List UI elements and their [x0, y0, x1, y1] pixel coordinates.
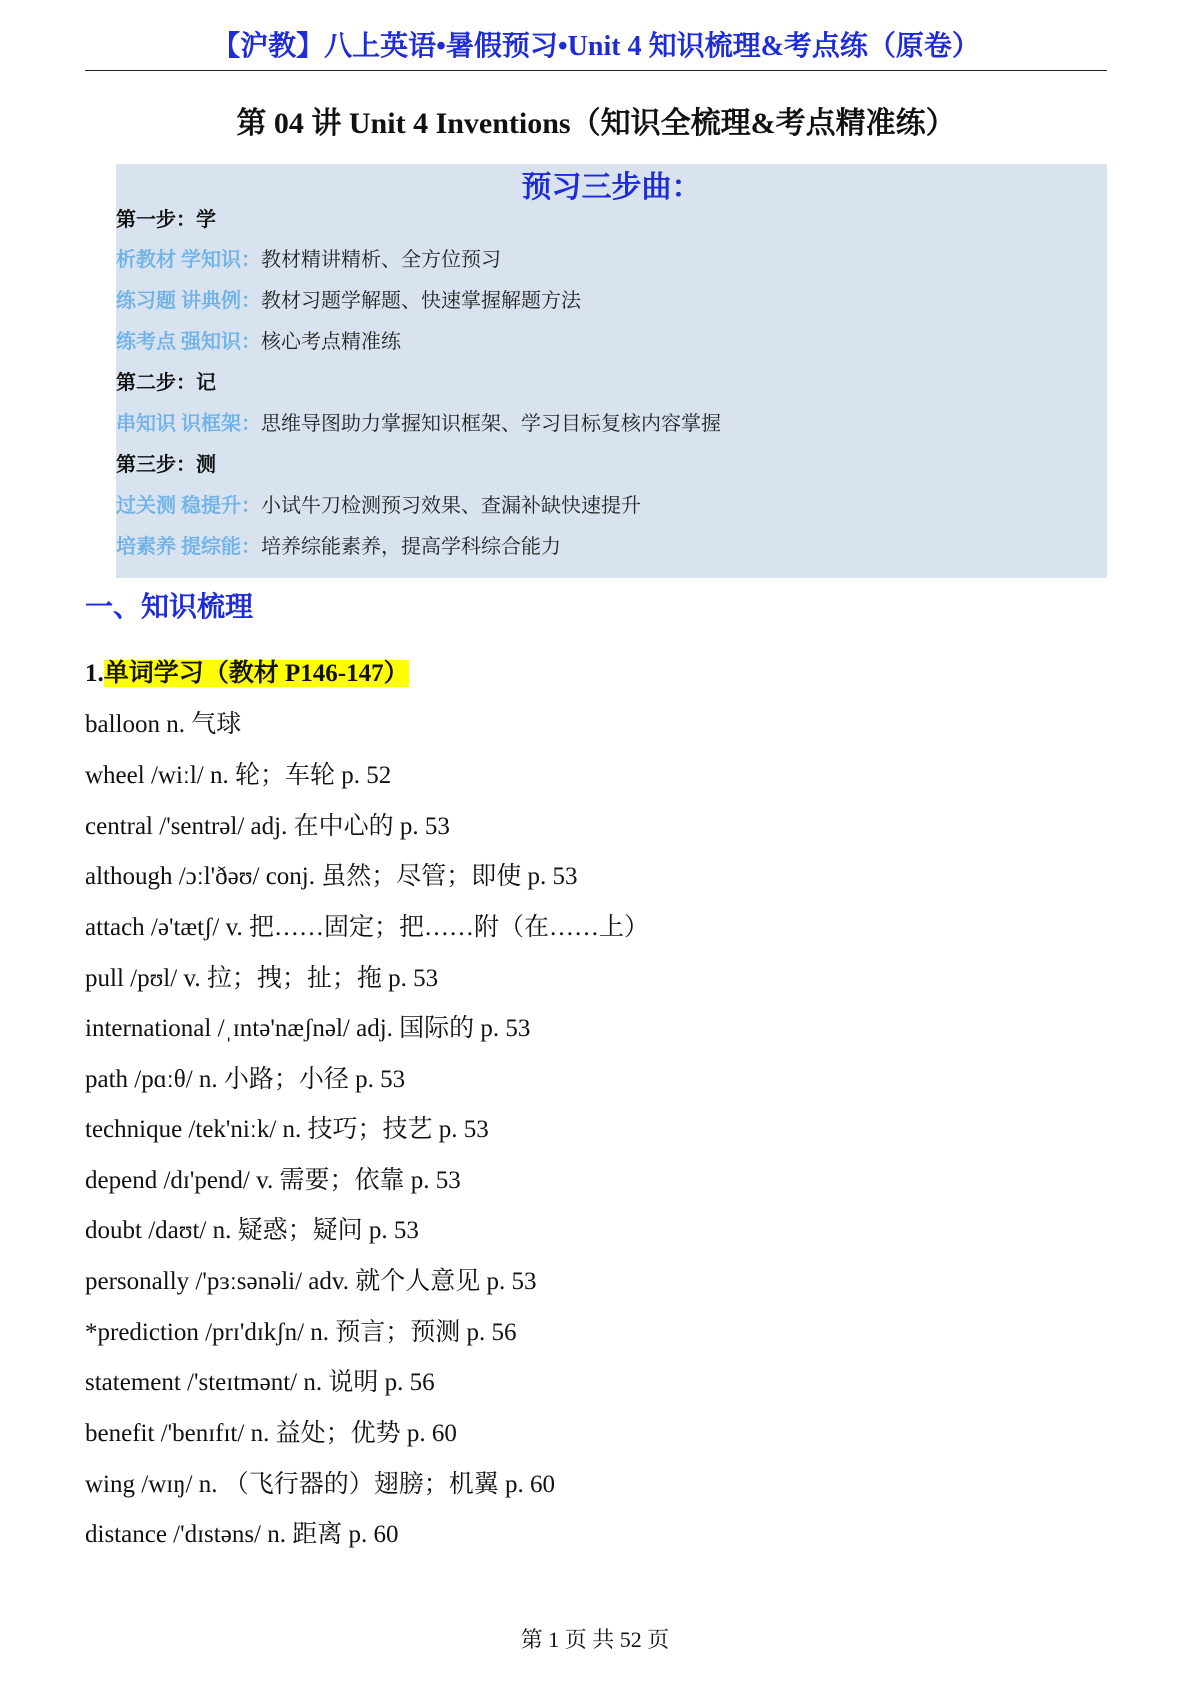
- step-heading-text: 第三步：测: [116, 454, 216, 476]
- step-key: 练考点 强知识：: [116, 331, 261, 353]
- vocab-item: international /ˌɪntə'næʃnəl/ adj. 国际的 p. 53: [85, 1015, 531, 1042]
- vocab-item: technique /tek'niːk/ n. 技巧；技艺 p. 53: [85, 1116, 489, 1143]
- step-item: [116, 328, 401, 356]
- vocab-item: attach /ə'tætʃ/ v. 把……固定；把……附（在……上）: [85, 914, 649, 941]
- step-3-heading: [116, 451, 216, 479]
- preview-steps-box: [116, 164, 1107, 578]
- vocab-item: path /pɑːθ/ n. 小路；小径 p. 53: [85, 1066, 406, 1093]
- vocab-item: benefit /'benɪfɪt/ n. 益处；优势 p. 60: [85, 1420, 457, 1447]
- step-item: [116, 246, 501, 274]
- step-desc: 思维导图助力掌握知识框架、学习目标复核内容掌握: [261, 413, 721, 435]
- step-item: [116, 533, 561, 561]
- step-item: [116, 410, 721, 438]
- step-key: 串知识 识框架：: [116, 413, 261, 435]
- step-key: 过关测 稳提升：: [116, 495, 261, 517]
- step-item: [116, 492, 641, 520]
- step-desc: 教材精讲精析、全方位预习: [261, 249, 501, 271]
- step-key: 练习题 讲典例：: [116, 290, 261, 312]
- page-header: 【沪教】八上英语•暑假预习•Unit 4 知识梳理&考点练（原卷）: [85, 24, 1107, 71]
- lecture-title: 第 04 讲 Unit 4 Inventions（知识全梳理&考点精准练）: [236, 107, 956, 140]
- step-2-heading: [116, 369, 216, 397]
- step-item: [116, 287, 581, 315]
- vocab-item: wing /wɪŋ/ n. （飞行器的）翅膀；机翼 p. 60: [85, 1471, 556, 1498]
- vocab-item: pull /pʊl/ v. 拉；拽；扯；拖 p. 53: [85, 965, 439, 992]
- vocab-item: *prediction /prɪ'dɪkʃn/ n. 预言；预测 p. 56: [85, 1319, 517, 1346]
- step-desc: 培养综能素养，提高学科综合能力: [261, 536, 561, 558]
- step-desc: 小试牛刀检测预习效果、查漏补缺快速提升: [261, 495, 641, 517]
- vocab-item: doubt /daʊt/ n. 疑惑；疑问 p. 53: [85, 1217, 419, 1244]
- step-desc: 核心考点精准练: [261, 331, 401, 353]
- vocab-item: personally /'pɜːsənəli/ adv. 就个人意见 p. 53: [85, 1268, 537, 1295]
- vocab-item: depend /dɪ'pend/ v. 需要；依靠 p. 53: [85, 1167, 461, 1194]
- subsection-number: 1.: [85, 660, 104, 687]
- vocab-item: central /'sentrəl/ adj. 在中心的 p. 53: [85, 813, 450, 840]
- vocab-item: balloon n. 气球: [85, 711, 242, 738]
- step-1-heading: [116, 206, 216, 234]
- step-heading-text: 第二步：记: [116, 372, 216, 394]
- vocab-item: although /ɔːl'ðəʊ/ conj. 虽然；尽管；即使 p. 53: [85, 863, 578, 890]
- page-footer: 第 1 页 共 52 页: [520, 1627, 670, 1652]
- vocab-item: distance /'dɪstəns/ n. 距离 p. 60: [85, 1521, 399, 1548]
- section-title: 一、知识梳理: [85, 592, 254, 623]
- subsection-title: [85, 656, 409, 692]
- step-desc: 教材习题学解题、快速掌握解题方法: [261, 290, 581, 312]
- step-heading-text: 第一步：学: [116, 209, 216, 231]
- vocab-item: wheel /wiːl/ n. 轮；车轮 p. 52: [85, 762, 392, 789]
- step-key: 培素养 提综能：: [116, 536, 261, 558]
- step-key: 析教材 学知识：: [116, 249, 261, 271]
- steps-title: 预习三步曲：: [521, 171, 702, 204]
- subsection-highlighted-text: 单词学习（教材 P146-147）: [103, 660, 409, 687]
- vocab-item: statement /'steɪtmənt/ n. 说明 p. 56: [85, 1369, 435, 1396]
